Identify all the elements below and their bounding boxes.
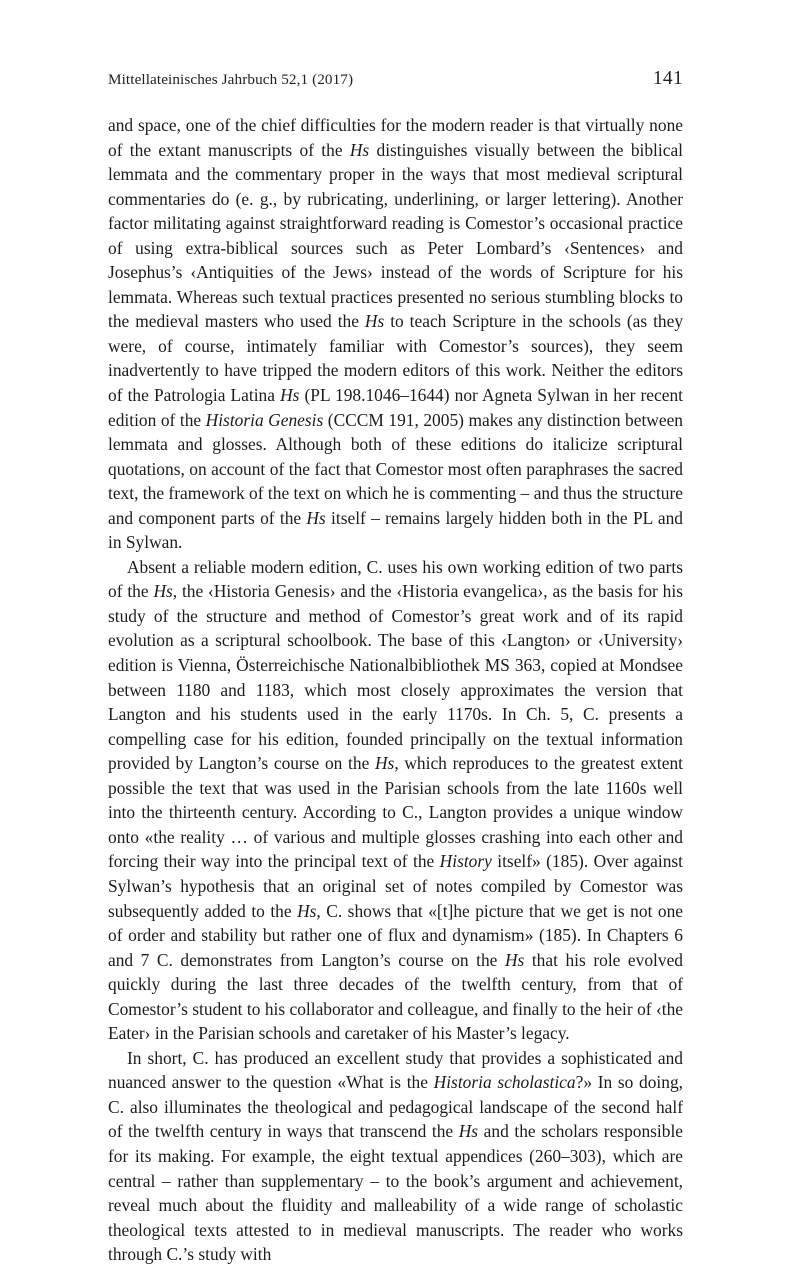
paragraph <box>108 1046 683 1267</box>
text-run: itself – remains largely hidden both in the PL and in Sylwan. <box>108 507 683 553</box>
italic-title: Historia Genesis <box>205 409 324 430</box>
text-run: ?» In so doing, C. also illuminates the theological and pedagogical landscape of the second half of the twelfth century in ways that transcend the <box>108 1072 684 1142</box>
text-run: (PL 198.1046–1644) nor Agneta Sylwan in her recent edition of the <box>108 385 683 430</box>
text-run: , which reproduces to the greatest extent possible the text that was used in the Parisian schools from the late 1160s well into the thirteenth century. According to C., Langton provides a unique window onto «the reality … of various and multiple glosses crashing into each other and forcing their way into the principal text of the <box>108 753 684 872</box>
italic-title: History <box>439 851 492 872</box>
page-number: 141 <box>652 68 683 89</box>
text-run: Absent a reliable modern edition, C. uses his own working edition of two parts of the <box>108 556 683 602</box>
text-run: and space, one of the chief difficulties for the modern reader is that virtually none of the extant manuscripts of the <box>108 115 683 160</box>
italic-title: Hs <box>375 753 395 774</box>
text-run: itself» (185). Over against Sylwan’s hypothesis that an original set of notes compiled by Comestor was subsequently added to the <box>108 851 684 921</box>
running-head <box>108 68 683 90</box>
text-run: to teach Scripture in the schools (as they were, of course, intimately familiar with Comestor’s sources), they seem inadvertently to have tripped the modern editors of this work. Neither the editors of the Patrologia Latina <box>108 311 684 406</box>
text-run: (CCCM 191, 2005) makes any distinction between lemmata and glosses. Although both of these editions do italicize scriptural quotations, on account of the fact that Comestor most often paraphrases the sacred text, the framework of the text on which he is commenting – and thus the structure and component parts of the <box>108 409 683 528</box>
italic-title: Hs <box>349 139 370 160</box>
italic-title: Hs <box>458 1121 479 1142</box>
italic-title: Hs <box>504 949 525 970</box>
text-run: that his role evolved quickly during the last three decades of the twelfth century, from that of Comestor’s student to his collaborator and colleague, and finally to the heir of ‹the Eater› in the Parisian schools and caretaker of his Master’s legacy. <box>108 949 683 1044</box>
italic-title: Hs <box>153 581 173 602</box>
body-text <box>108 113 683 1267</box>
text-run: , the ‹Historia Genesis› and the ‹Historia evangelica›, as the basis for his study of the structure and method of Comestor’s great work and of its rapid evolution as a scriptural schoolbook. The base of this ‹Langton› or ‹University› edition is Vienna, Österreichische Nationalbibliothek MS 363, copied at Mondsee between 1180 and 1183, which most closely approximates the version that Langton and his students used in the early 1170s. In Ch. 5, C. presents a compelling case for his edition, founded principally on the textual information provided by Langton’s course on the <box>108 581 683 774</box>
text-run: and the scholars responsible for its making. For example, the eight textual appendices (260–303), which are central – rather than supplementary – to the book’s argument and achievement, reveal much about the fluidity and malleability of a wide range of scholastic theological texts attested to in medieval manuscripts. The reader who works through C.’s study with <box>108 1121 683 1265</box>
italic-title: Hs <box>297 900 317 921</box>
paragraph <box>108 555 683 1046</box>
italic-title: Hs <box>364 311 385 332</box>
text-run: , C. shows that «[t]he picture that we get is not one of order and stability but rather one of flux and dynamism» (185). In Chapters 6 and 7 C. demonstrates from Langton’s course on the <box>108 900 683 970</box>
journal-title: Mittellateinisches Jahrbuch 52,1 (2017) <box>108 71 354 88</box>
paragraph <box>108 113 683 555</box>
italic-title: Hs <box>280 385 300 406</box>
text-run: distinguishes visually between the biblical lemmata and the commentary proper in the ways that most medieval scriptural commentaries do (e. g., by rubricating, underlining, or larger lettering). Another factor militating against straightforward reading is Comestor’s occasional practice of using extra-biblical sources such as Peter Lombard’s ‹Sentences› and Josephus’s ‹Antiquities of the Jews› instead of the words of Scripture for his lemmata. Whereas such textual practices presented no serious stumbling blocks to the medieval masters who used the <box>108 139 683 332</box>
italic-title: Hs <box>306 507 326 528</box>
italic-title: Historia scholastica <box>433 1072 576 1093</box>
text-run: In short, C. has produced an excellent study that provides a sophisticated and nuanced answer to the question «What is the <box>108 1047 683 1093</box>
